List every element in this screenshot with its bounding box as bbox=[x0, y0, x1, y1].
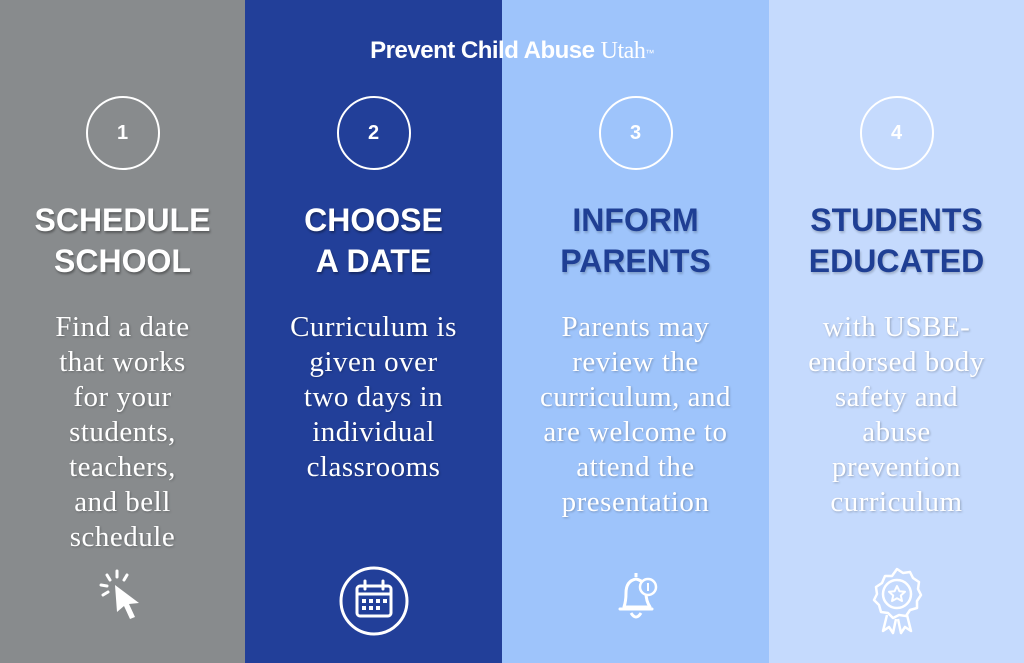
step-1-title: SCHEDULE SCHOOL bbox=[34, 202, 211, 279]
bell-notification-icon bbox=[604, 565, 668, 634]
step-3-column bbox=[502, 0, 769, 663]
cursor-click-icon bbox=[93, 565, 153, 630]
step-3-description: Parents may review the curriculum, and are welcome to attend the presentation bbox=[539, 311, 732, 518]
step-3-number: 3 bbox=[599, 96, 673, 170]
step-4-description: with USBE- endorsed body safety and abuse prevention curriculum bbox=[808, 311, 985, 518]
calendar-icon bbox=[338, 565, 410, 642]
step-2-description: Curriculum is given over two days in individual classrooms bbox=[290, 311, 457, 483]
trademark-mark: ™ bbox=[645, 48, 654, 58]
brand-name-state: Utah bbox=[600, 38, 646, 64]
step-4-title: STUDENTS EDUCATED bbox=[808, 202, 985, 279]
step-2-title: CHOOSE A DATE bbox=[304, 202, 443, 279]
step-4-column bbox=[769, 0, 1024, 663]
step-4-number: 4 bbox=[860, 96, 934, 170]
brand-logo bbox=[0, 36, 1024, 66]
brand-name-bold: Prevent Child Abuse bbox=[370, 37, 595, 64]
step-3-title: INFORM PARENTS bbox=[560, 202, 711, 279]
award-badge-icon bbox=[865, 565, 929, 642]
step-1-column bbox=[0, 0, 245, 663]
step-2-number: 2 bbox=[337, 96, 411, 170]
step-1-description: Find a date that works for your students, teachers, and bell schedule bbox=[55, 311, 190, 553]
step-2-column bbox=[245, 0, 502, 663]
step-1-number: 1 bbox=[86, 96, 160, 170]
